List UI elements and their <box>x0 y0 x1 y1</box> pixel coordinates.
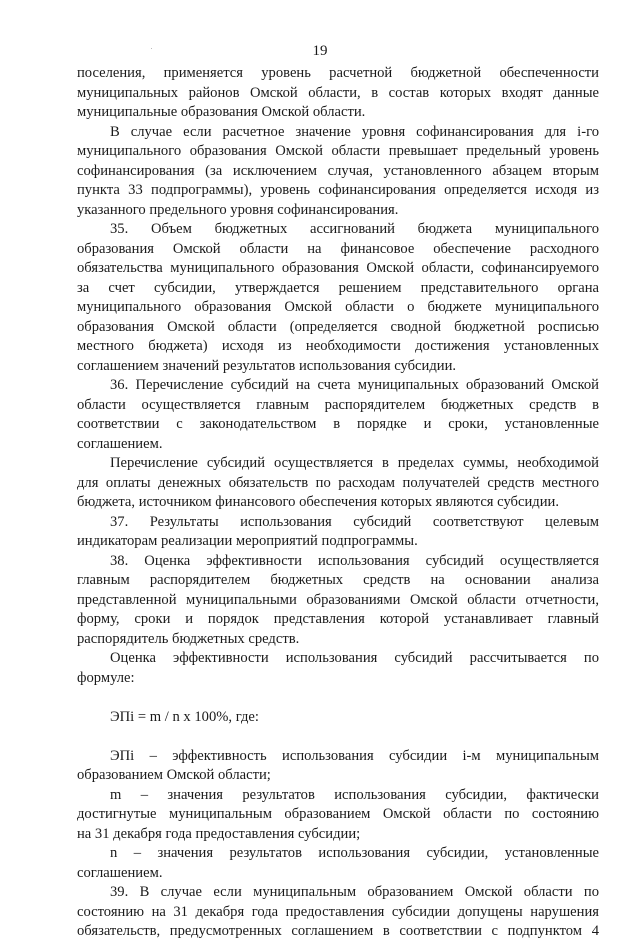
text-line: Оценка эффективности использования субсидий рассчитывается по <box>110 650 599 666</box>
text-line: n – значения результатов использования субсидии, установленные <box>110 845 599 861</box>
text-line: формуле: <box>77 669 135 686</box>
text-line: форму, сроки и порядок представления которой устанавливает главный <box>77 611 599 627</box>
text-line: за счет субсидии, утверждается решением представительного органа <box>77 279 599 296</box>
text-line: местного бюджета) исходя из необходимости достижения установленных <box>77 338 599 354</box>
text-line: обязательств, предусмотренных соглашением в соответствии с подпунктом 4 <box>77 923 599 939</box>
text-line: муниципального образования Омской области превышает предельный уровень <box>77 143 599 159</box>
text-line: достигнутые муниципальным образованием Омской области по состоянию <box>77 806 599 822</box>
text-line: указанного предельного уровня софинансирования. <box>77 201 399 218</box>
text-line: бюджета, источником финансового обеспечения которых являются субсидии. <box>77 494 559 510</box>
text-line: состоянию на 31 декабря года предоставления субсидии допущены нарушения <box>77 903 599 920</box>
text-line: В случае если расчетное значение уровня софинансирования для i-го <box>110 123 599 140</box>
text-line: обязательства муниципального образования Омской области, софинансируемого <box>77 260 599 276</box>
text-line: поселения, применяется уровень расчетной бюджетной обеспеченности <box>77 65 599 81</box>
text-line: ЭПi – эффективность использования субсидии i-м муниципальным <box>110 747 599 764</box>
text-line: софинансирования (за исключением случая, установленного абзацем вторым <box>77 162 599 179</box>
text-line: на 31 декабря года предоставления субсидии; <box>77 825 361 842</box>
text-line: 36. Перечисление субсидий на счета муниципальных образований Омской <box>110 377 599 393</box>
text-line: Перечисление субсидий осуществляется в пределах суммы, необходимой <box>110 455 599 471</box>
text-line: индикаторам реализации мероприятий подпрограммы. <box>77 533 418 549</box>
text-line: m – значения результатов использования субсидии, фактически <box>110 786 599 803</box>
text-line: образования Омской области на финансовое обеспечение расходного <box>77 240 599 257</box>
text-line: соглашением. <box>77 864 163 881</box>
page-number: 19 <box>312 43 328 59</box>
document-body <box>77 64 599 942</box>
text-line: пункта 33 подпрограммы), уровень софинансирования определяется исходя из <box>77 182 599 198</box>
text-line: муниципальные образования Омской области. <box>77 104 366 120</box>
text-line: ЭПi = m / n x 100%, где: <box>110 708 259 725</box>
text-line: соответствии с законодательством в порядке и сроки, установленные <box>77 416 599 432</box>
text-line: соглашением. <box>77 435 163 452</box>
text-line: 35. Объем бюджетных ассигнований бюджета муниципального <box>110 221 599 237</box>
text-line: представленной муниципальными образованиями Омской области отчетности, <box>77 591 599 608</box>
text-line: главным распорядителем бюджетных средств на основании анализа <box>77 572 599 588</box>
text-line: муниципальных районов Омской области, в состав которых входят данные <box>77 84 599 101</box>
text-line: для оплаты денежных обязательств по расходам получателей средств местного <box>77 474 599 491</box>
text-line: образования Омской области (определяется сводной бюджетной росписью <box>77 318 599 335</box>
text-line: муниципального образования Омской области о бюджете муниципального <box>77 299 599 315</box>
text-line: 37. Результаты использования субсидий соответствуют целевым <box>110 513 599 530</box>
text-line: 38. Оценка эффективности использования субсидий осуществляется <box>110 552 599 569</box>
text-line: образованием Омской области; <box>77 767 271 783</box>
text-line: распорядитель бюджетных средств. <box>77 630 300 647</box>
text-line: 39. В случае если муниципальным образованием Омской области по <box>110 884 599 900</box>
text-line: соглашением значений результатов использования субсидии. <box>77 357 457 374</box>
text-line: области осуществляется главным распорядителем бюджетных средств в <box>77 396 599 413</box>
